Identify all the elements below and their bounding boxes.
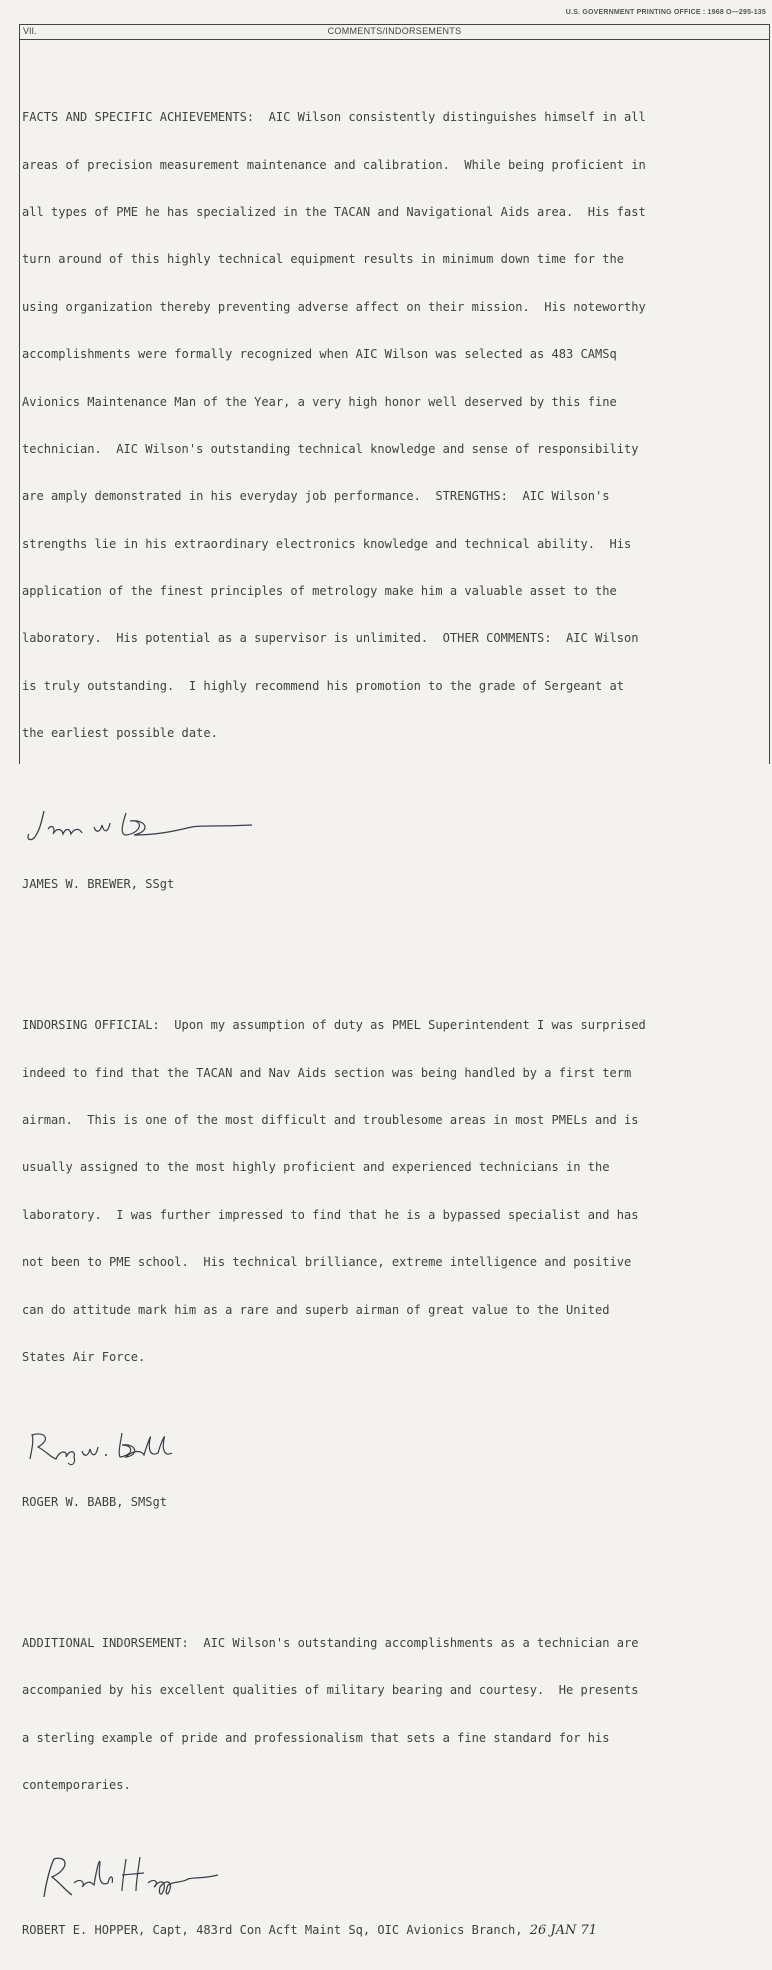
text-line: Avionics Maintenance Man of the Year, a very high honor well deserved by this fine	[22, 394, 617, 409]
text-line: application of the finest principles of metrology make him a valuable asset to the	[22, 584, 617, 599]
text-line: ADDITIONAL INDORSEMENT: AIC Wilson's outstanding accomplishments as a technician are	[22, 1635, 639, 1650]
text-line: FACTS AND SPECIFIC ACHIEVEMENTS: AIC Wilson consistently distinguishes himself in all	[22, 110, 646, 125]
additional-signature	[22, 1857, 769, 1891]
section-title: COMMENTS/INDORSEMENTS	[327, 26, 462, 36]
indorser-signature	[22, 1429, 769, 1463]
text-line: technician. AIC Wilson's outstanding technical knowledge and sense of responsibility	[22, 441, 639, 456]
gpo-imprint: U.S. GOVERNMENT PRINTING OFFICE : 1968 O—295-135	[565, 9, 766, 16]
text-line: strengths lie in his extraordinary electronics knowledge and technical ability. His	[22, 536, 632, 551]
text-line: turn around of this highly technical equipment results in minimum down time for the	[22, 252, 624, 267]
text-line: all types of PME he has specialized in the TACAN and Navigational Aids area. His fast	[22, 204, 646, 219]
comments-section	[19, 24, 770, 1938]
additional-name-line	[22, 1923, 769, 1939]
text-line: INDORSING OFFICIAL: Upon my assumption of duty as PMEL Superintendent I was surprised	[22, 1018, 646, 1033]
section-number: VII.	[23, 26, 37, 36]
text-line: airman. This is one of the most difficult and troublesome areas in most PMELs and is	[22, 1113, 639, 1127]
indorsing-comments	[22, 987, 769, 1398]
comments-body	[20, 40, 769, 1970]
text-line: the earliest possible date.	[22, 726, 218, 741]
indorser-name: ROGER W. BABB, SMSgt	[22, 1494, 168, 1509]
text-line: States Air Force.	[22, 1349, 146, 1364]
section-header	[20, 25, 769, 40]
additional-indorsement	[22, 1604, 769, 1825]
text-line: accompanied by his excellent qualities of military bearing and courtesy. He presents	[22, 1683, 639, 1698]
text-line: contemporaries.	[22, 1778, 131, 1793]
handwritten-date: 26 JAN 71	[529, 1922, 598, 1938]
handwritten-signature-brewer	[22, 805, 282, 845]
handwritten-signature-babb	[22, 1429, 252, 1463]
text-line: laboratory. I was further impressed to find that he is a bypassed specialist and has	[22, 1207, 639, 1222]
rater-name: JAMES W. BREWER, SSgt	[22, 876, 175, 891]
handwritten-signature-hopper	[22, 1853, 242, 1899]
text-line: are amply demonstrated in his everyday job performance. STRENGTHS: AIC Wilson's	[22, 489, 610, 504]
text-line: laboratory. His potential as a supervisor is unlimited. OTHER COMMENTS: AIC Wilson	[22, 631, 639, 646]
text-line: accomplishments were formally recognized when AIC Wilson was selected as 483 CAMSq	[22, 347, 617, 362]
additional-name: ROBERT E. HOPPER, Capt, 483rd Con Acft Maint Sq, OIC Avionics Branch,	[22, 1922, 530, 1937]
text-line: not been to PME school. His technical brilliance, extreme intelligence and positive	[22, 1255, 632, 1270]
text-line: indeed to find that the TACAN and Nav Aids section was being handled by a first term	[22, 1065, 632, 1080]
text-line: is truly outstanding. I highly recommend his promotion to the grade of Sergeant at	[22, 678, 624, 693]
text-line: areas of precision measurement maintenance and calibration. While being proficient in	[22, 157, 646, 172]
rater-signature	[22, 805, 769, 845]
text-line: using organization thereby preventing adverse affect on their mission. His noteworthy	[22, 299, 646, 314]
text-line: usually assigned to the most highly proficient and experienced technicians in the	[22, 1160, 610, 1175]
rater-comments	[22, 79, 769, 774]
text-line: a sterling example of pride and professionalism that sets a fine standard for his	[22, 1730, 610, 1745]
text-line: can do attitude mark him as a rare and superb airman of great value to the United	[22, 1302, 610, 1317]
